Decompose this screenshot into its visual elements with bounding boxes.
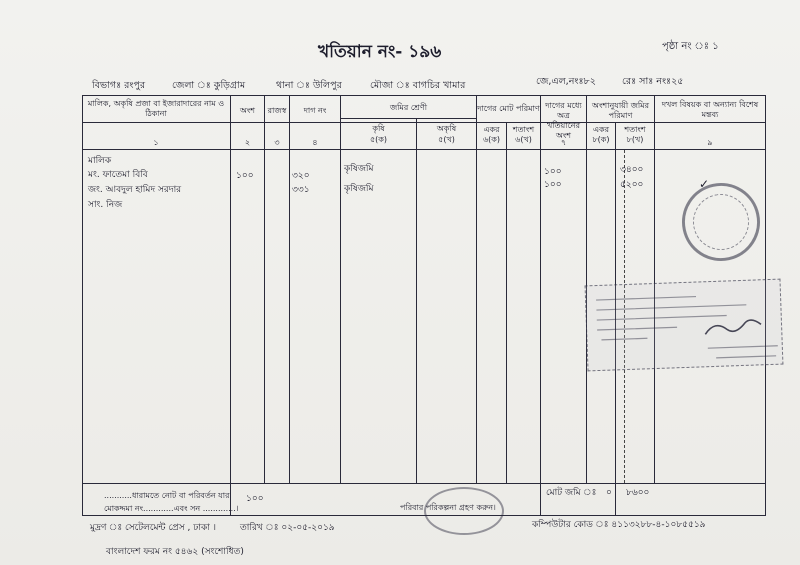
total-row-divider [82, 483, 766, 484]
header-land-class: জমির শ্রেণী [389, 103, 428, 112]
col-divider [476, 95, 477, 483]
total-acre: ০ [606, 488, 612, 498]
header-owner: মালিক, অকৃষি প্রজা বা ইজারাদারের নাম ও ঠিকানা [87, 99, 225, 118]
colnum-4: ৪ [312, 138, 318, 147]
row1-dag: ৩২০ [292, 171, 310, 181]
land-class-subdivider [340, 118, 476, 119]
header-dag-no: দাগ নং [303, 106, 327, 115]
col-divider [506, 122, 507, 483]
owner-address: সাং. নিজ [88, 200, 123, 210]
share-area-subdivider [586, 122, 654, 123]
header-share: অংশ [239, 106, 256, 115]
header-acre-sub: ৬(ক) [482, 135, 501, 144]
col-divider [416, 118, 417, 483]
column-number-divider [82, 149, 766, 150]
header-agri-sub: ৫(ক) [369, 135, 388, 144]
header-agri: কৃষি [372, 124, 385, 133]
col-divider [340, 95, 341, 483]
district-label: জেলা ঃ কুড়িগ্রাম [172, 80, 246, 91]
colnum-7: ৭ [560, 138, 567, 147]
col-divider [289, 95, 290, 483]
header-decimal: শতাংশ [512, 125, 535, 134]
header-decimal2: শতাংশ [624, 125, 646, 134]
total-decimal: ৮৬০০ [626, 488, 650, 498]
header-acre: একর [483, 125, 500, 134]
header-acre2-sub: ৮(ক) [592, 135, 610, 144]
computer-code: কম্পিউটার কোড ঃ ৪১১৩২৮৮-৪-১০৮৫৫১৯ [532, 520, 706, 530]
header-decimal2-sub: ৮(খ) [626, 135, 644, 144]
transfer-note-1: ...........ধারামতে নোট বা পরিবর্তন যার [104, 491, 230, 500]
header-non-agri-sub: ৫(খ) [438, 135, 455, 144]
owner-label: মালিক [88, 156, 112, 166]
header-possession: দখল বিষয়ক বা অন্যান্য বিশেষ মন্তব্য [661, 100, 759, 119]
area-subdivider [476, 122, 540, 123]
printer-info: মুদ্রণ ঃ সেটেলমেন্ট প্রেস , ঢাকা । [90, 523, 216, 533]
row1-area: ৩৪০০ [620, 165, 644, 175]
owner-name-2: জং. আবদুল হামিদ সরদার [88, 185, 182, 195]
owner-name-1: মং. ফাতেমা বিবি [88, 170, 148, 180]
resa-number: রেঃ সাঃ নংঃ২৫ [622, 76, 684, 87]
colnum-2: ২ [244, 138, 251, 147]
khatian-title: খতিয়ান নং- ১৯৬ [318, 42, 442, 62]
tick-mark-icon: ✓ [699, 177, 710, 191]
mouza-label: মৌজা ঃ বাগচির খামার [370, 80, 466, 91]
signature-icon [586, 280, 785, 373]
total-share: ১০০ [246, 494, 264, 504]
header-non-agri: অকৃষি [436, 124, 457, 133]
family-planning-stamp: পরিবার পরিকল্পনা গ্রহণ করুন। [400, 503, 496, 512]
division-label: বিভাগঃ রংপুর [92, 80, 146, 91]
header-total-area: দাগের মোট পরিমাণ [477, 104, 540, 113]
form-number: বাংলাদেশ ফরম নং ৫৪৬২ (সংশোধিত) [106, 547, 244, 557]
colnum-1: ১ [153, 138, 159, 147]
colnum-3: ৩ [274, 138, 280, 147]
total-land-label: মোট জমি ঃ [546, 488, 597, 498]
row2-class: কৃষিজমি [344, 184, 374, 194]
col-divider [264, 95, 265, 483]
header-revenue: রাজস্ব [267, 106, 287, 115]
page-number: পৃষ্ঠা নং ঃ ১ [662, 41, 719, 52]
transfer-note-2: মোকদ্দমা নং............এবং সন .............। [104, 504, 239, 513]
colnum-9: ৯ [707, 138, 713, 147]
row2-dag: ৩৩১ [292, 185, 310, 195]
print-date: তারিখ ঃ ০২-০৫-২০১৯ [240, 523, 335, 533]
row2-khatian-share: ১০০ [544, 180, 562, 190]
row1-class: কৃষিজমি [344, 164, 374, 174]
certification-stamp [585, 279, 784, 372]
row2-area: ৫২০০ [620, 180, 644, 190]
header-decimal-sub: ৬(খ) [515, 135, 532, 144]
header-khatian-share: দাগের মধ্যে অত্র খতিয়ানের অংশ [545, 101, 582, 140]
header-land-by-share: অংশানুযায়ী জমির পরিমাণ [592, 101, 649, 120]
jl-number: জে,এল,নংঃ৮২ [536, 76, 596, 87]
row1-share: ১০০ [236, 171, 254, 181]
col-divider [540, 95, 541, 516]
row1-khatian-share: ১০০ [544, 167, 562, 177]
col-divider [230, 95, 231, 516]
header-acre2: একর [592, 125, 610, 134]
thana-label: থানা ঃ উলিপুর [276, 80, 342, 91]
header-divider [82, 122, 766, 123]
